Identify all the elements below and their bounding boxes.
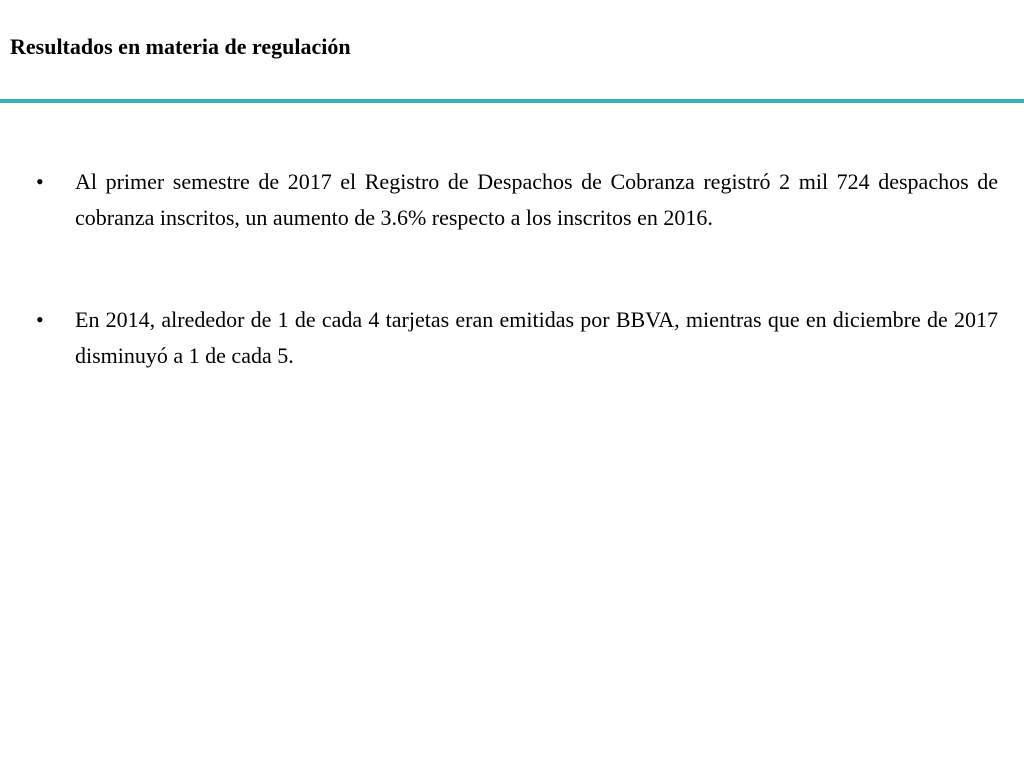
bullet-item bbox=[36, 164, 998, 236]
bullet-text: Al primer semestre de 2017 el Registro de Despachos de Cobranza registró 2 mil 724 despachos de cobranza inscritos, un aumento de 3.6% respecto a los inscritos en 2016. bbox=[75, 169, 998, 230]
slide-title: Resultados en materia de regulación bbox=[10, 34, 351, 59]
bullet-text: En 2014, alrededor de 1 de cada 4 tarjetas eran emitidas por BBVA, mientras que en diciembre de 2017 disminuyó a 1 de cada 5. bbox=[75, 307, 998, 368]
title-divider bbox=[0, 99, 1024, 103]
bullet-marker: • bbox=[36, 307, 44, 332]
bullet-list bbox=[36, 164, 998, 374]
bullet-marker: • bbox=[36, 169, 44, 194]
bullet-item bbox=[36, 302, 998, 374]
